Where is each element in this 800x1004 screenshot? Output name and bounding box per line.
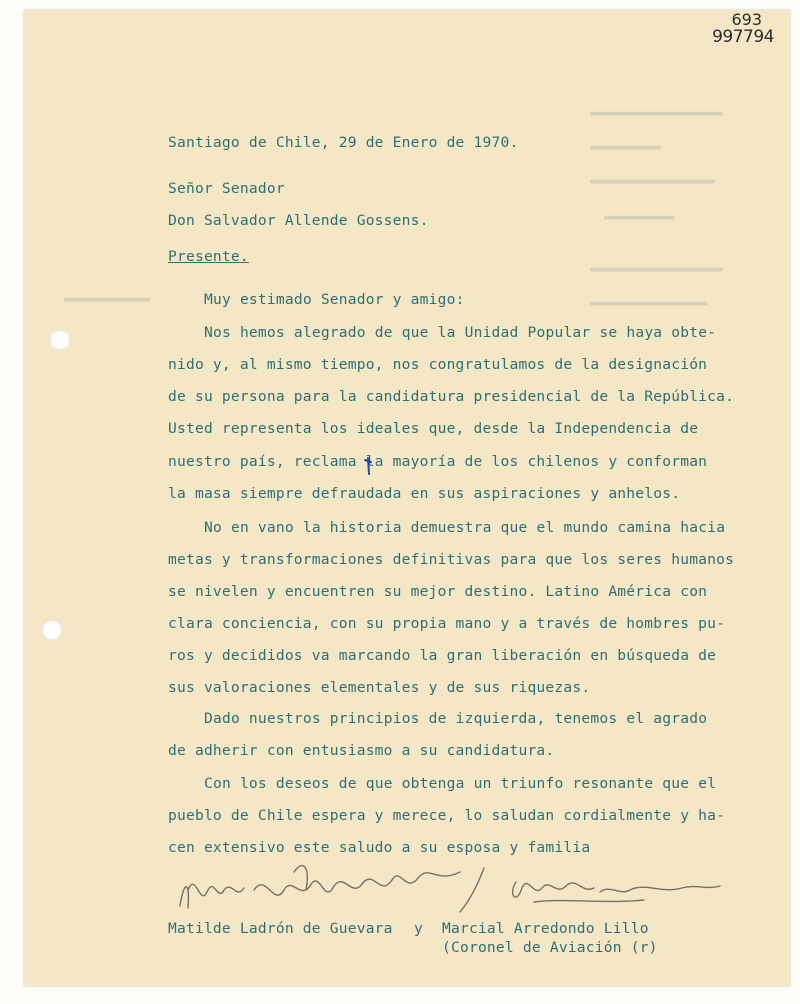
signatory-right-name: Marcial Arredondo Lillo — [442, 920, 649, 937]
signatory-connector: y — [414, 920, 423, 937]
ink-mark — [362, 456, 376, 478]
body-line: nido y, al mismo tiempo, nos congratulamos de la designación — [168, 356, 708, 373]
archive-number — [712, 12, 774, 47]
body-line: metas y transformaciones definitivas para que los seres humanos — [168, 551, 735, 568]
body-line: se nivelen y encuentren su mejor destino. Latino América con — [168, 583, 708, 600]
body-line: pueblo de Chile espera y merece, lo saludan cordialmente y ha- — [168, 807, 726, 824]
body-line: Nos hemos alegrado de que la Unidad Popular se haya obte- — [204, 324, 717, 341]
body-line: No en vano la historia demuestra que el mundo camina hacia — [204, 519, 726, 536]
signatory-left-name: Matilde Ladrón de Guevara — [168, 920, 393, 937]
recipient-name: Don Salvador Allende Gossens. — [168, 212, 429, 229]
bleed-through-mark: ▬▬▬▬▬▬▬▬▬▬▬▬▬▬▬▬ — [590, 174, 716, 189]
salutation: Muy estimado Senador y amigo: — [204, 291, 465, 308]
body-line: cen extensivo este saludo a su esposa y familia — [168, 839, 591, 856]
letter-sheet — [24, 10, 790, 986]
presente-line: Presente. — [168, 248, 249, 265]
bleed-through-mark: ▬▬▬▬▬▬▬▬▬▬▬▬▬▬▬▬▬ — [590, 262, 724, 277]
folio-number: 693 — [731, 10, 762, 29]
body-line: de adherir con entusiasmo a su candidatura. — [168, 742, 555, 759]
bleed-through-mark: ▬▬▬▬▬▬▬▬▬ — [604, 210, 675, 225]
body-line: ros y decididos va marcando la gran liberación en búsqueda de — [168, 647, 717, 664]
bleed-through-mark: ▬▬▬▬▬▬▬▬▬ — [590, 140, 661, 155]
body-line: Con los deseos de que obtenga un triunfo resonante que el — [204, 775, 717, 792]
signature-right — [424, 858, 724, 918]
body-line: clara conciencia, con su propia mano y a través de hombres pu- — [168, 615, 726, 632]
body-line: Usted representa los ideales que, desde la Independencia de — [168, 420, 699, 437]
bleed-through-mark: ▬▬▬▬▬▬▬▬▬▬▬▬▬▬▬▬▬ — [590, 106, 724, 121]
archive-code: 997794 — [712, 26, 774, 47]
body-line: sus valoraciones elementales y de sus riquezas. — [168, 679, 591, 696]
punch-hole-top — [50, 330, 70, 350]
date-line: Santiago de Chile, 29 de Enero de 1970. — [168, 134, 519, 151]
body-line: la masa siempre defraudada en sus aspiraciones y anhelos. — [168, 485, 681, 502]
bleed-through-mark: ▬▬▬▬▬▬▬▬▬▬▬ — [64, 292, 151, 307]
bleed-through-mark: ▬▬▬▬▬▬▬▬▬▬▬▬▬▬▬ — [590, 296, 708, 311]
recipient-title: Señor Senador — [168, 180, 285, 197]
body-line: Dado nuestros principios de izquierda, tenemos el agrado — [204, 710, 708, 727]
signatory-right-rank: (Coronel de Aviación (r) — [442, 939, 658, 956]
body-line: nuestro país, reclama la mayoría de los chilenos y conforman — [168, 453, 708, 470]
punch-hole-bottom — [42, 620, 62, 640]
body-line: de su persona para la candidatura presidencial de la República. — [168, 388, 735, 405]
